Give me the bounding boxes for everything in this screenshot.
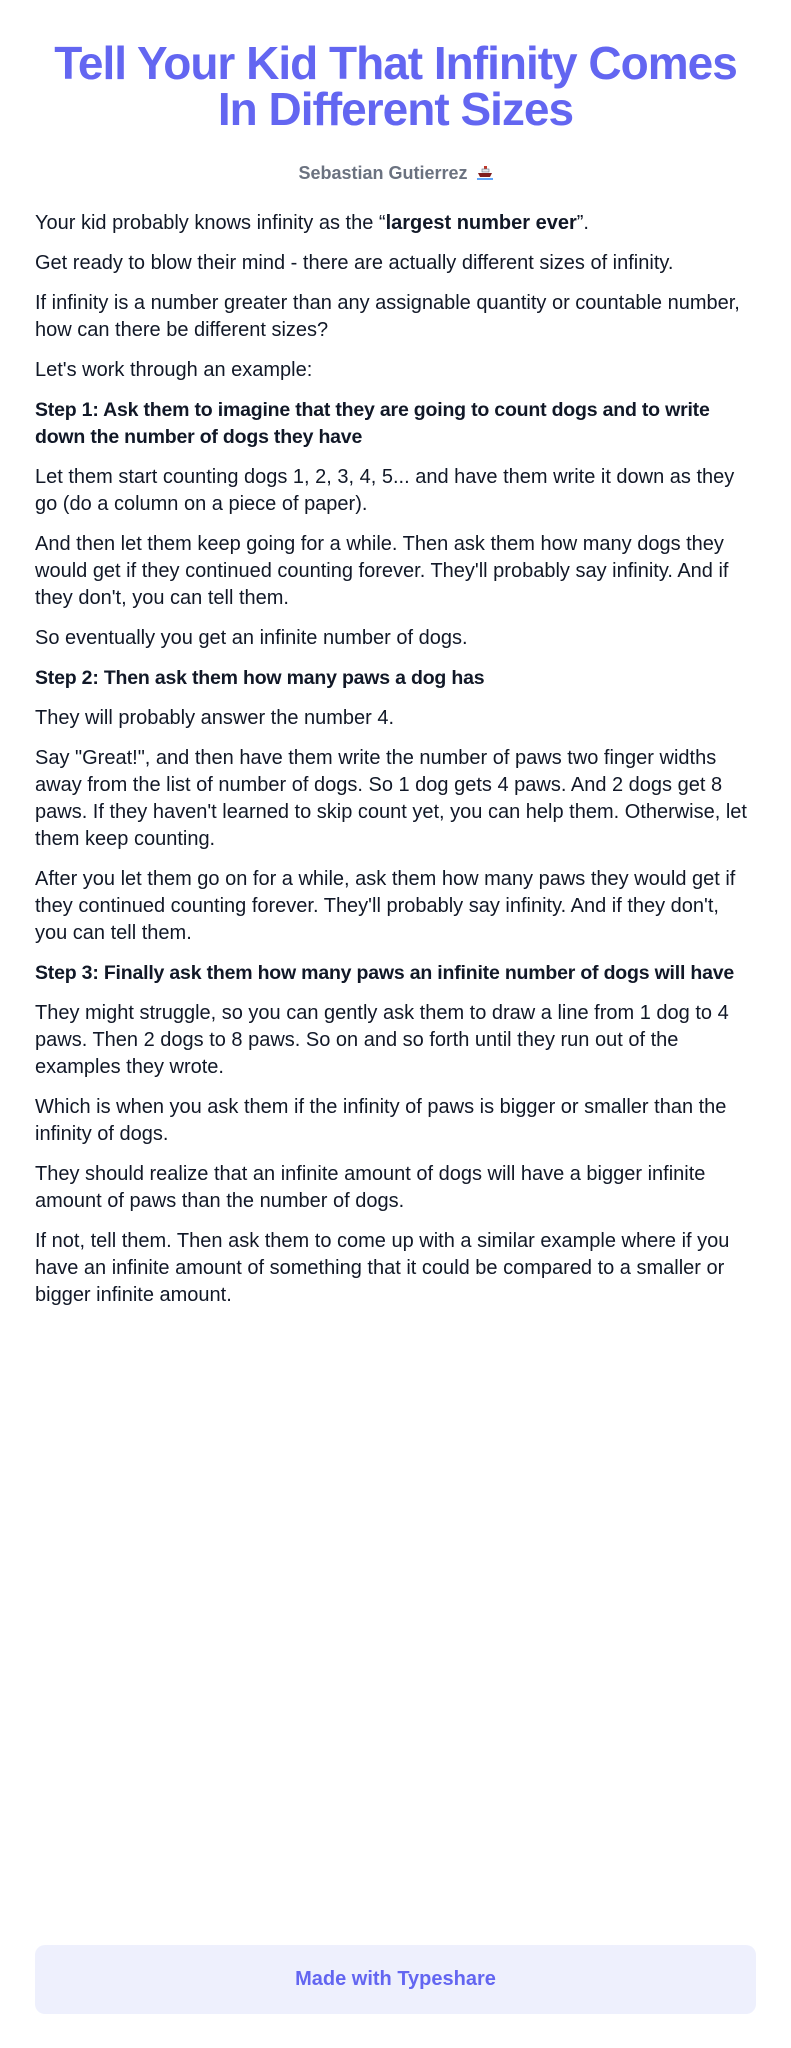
paragraph: So eventually you get an infinite number of dogs. [35,627,468,649]
author-name: Sebastian Gutierrez [298,163,468,183]
made-with-typeshare-link[interactable] [35,1945,756,2014]
intro-text-after: ”. [576,212,589,234]
author-byline [0,161,791,185]
paragraph: If not, tell them. Then ask them to come up with a similar example where if you have an infinite amount of something that it could be compared to a smaller or bigger infinite amount. [35,1230,730,1306]
article-title: Tell Your Kid That Infinity Comes In Different Sizes [54,37,737,135]
paragraph: They should realize that an infinite amount of dogs will have a bigger infinite amount of paws than the number of dogs. [35,1163,706,1212]
step-2-heading: Step 2: Then ask them how many paws a dog has [35,667,485,689]
paragraph: And then let them keep going for a while. Then ask them how many dogs they would get if they continued counting forever. They'll probably say infinity. And if they don't, you can tell them. [35,533,729,609]
step-3-heading: Step 3: Finally ask them how many paws an infinite number of dogs will have [35,962,735,984]
step-1-heading: Step 1: Ask them to imagine that they are going to count dogs and to write down the number of dogs they have [35,399,710,448]
paragraph: Get ready to blow their mind - there are actually different sizes of infinity. [35,252,674,274]
article-body [35,210,755,1322]
intro-text-before: Your kid probably knows infinity as the “ [35,212,386,234]
intro-bold-phrase: largest number ever [385,212,577,234]
paragraph: Let them start counting dogs 1, 2, 3, 4, 5... and have them write it down as they go (do a column on a piece of paper). [35,466,735,515]
intro-paragraph [35,210,755,237]
paragraph: They will probably answer the number 4. [35,707,395,729]
paragraph: If infinity is a number greater than any assignable quantity or countable number, how can there be different sizes? [35,292,740,341]
footer-label: Made with Typeshare [295,1968,496,1990]
paragraph: Which is when you ask them if the infinity of paws is bigger or smaller than the infinity of dogs. [35,1096,727,1145]
paragraph: Let's work through an example: [35,359,313,381]
paragraph: Say "Great!", and then have them write the number of paws two finger widths away from the list of number of dogs. So 1 dog gets 4 paws. And 2 dogs get 8 paws. If they haven't learned to skip count yet, you can help them. Otherwise, let them keep counting. [35,747,747,850]
paragraph: They might struggle, so you can gently ask them to draw a line from 1 dog to 4 paws. Then 2 dogs to 8 paws. So on and so forth until they run out of the examples they wrote. [35,1002,729,1078]
ship-icon [477,166,493,180]
paragraph: After you let them go on for a while, ask them how many paws they would get if they continued counting forever. They'll probably say infinity. And if they don't, you can tell them. [35,868,736,944]
